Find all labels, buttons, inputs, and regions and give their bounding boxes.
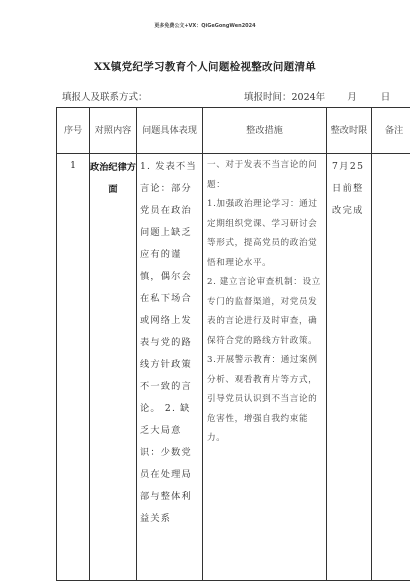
row-problem: 1. 发表不当言论：部分党员在政治问题上缺乏应有的谨慎，偶尔会在私下场合或网络上发表与党的路线方针政策不一致的言论。 2. 缺乏大局意识：少数党员在处理局部与整体利益关系 bbox=[137, 154, 203, 581]
table-header-row bbox=[57, 108, 410, 154]
header-note: 更多免费公文+VX：QiGeGongWen2024 bbox=[0, 22, 410, 29]
report-date bbox=[244, 89, 390, 103]
row-category: 政治纪律方面 bbox=[90, 154, 137, 581]
date-label: 填报时间：2024年 bbox=[244, 92, 325, 103]
row-note bbox=[372, 154, 410, 581]
measures-intro: 一、对于发表不当言论的问题： bbox=[207, 156, 322, 195]
problem-list-table bbox=[56, 107, 410, 581]
month-label: 月 bbox=[347, 92, 357, 103]
row-seq: 1 bbox=[57, 154, 90, 581]
row-deadline: 7月25日前整改完成 bbox=[327, 154, 372, 581]
header-note: 备注 bbox=[372, 108, 410, 154]
measures-item-3: 3.开展警示教育：通过案例分析、观看教育片等方式，引导党员认识到不当言论的危害性，增强自我约束能力。 bbox=[207, 351, 322, 449]
reporter-label: 填报人及联系方式： bbox=[62, 89, 148, 103]
header-problem: 问题具体表现 bbox=[137, 108, 203, 154]
header-measures: 整改措施 bbox=[203, 108, 327, 154]
header-seq: 序号 bbox=[57, 108, 90, 154]
measures-item-2: 2. 建立言论审查机制：设立专门的监督渠道，对党员发表的言论进行及时审查，确保符合党的路线方针政策。 bbox=[207, 273, 322, 351]
header-category: 对照内容 bbox=[90, 108, 137, 154]
header-deadline: 整改时限 bbox=[327, 108, 372, 154]
measures-item-1: 1.加强政治理论学习：通过定期组织党课、学习研讨会等形式，提高党员的政治觉悟和理论水平。 bbox=[207, 195, 322, 273]
document-title: XX镇党纪学习教育个人问题检视整改问题清单 bbox=[0, 59, 410, 74]
table-row bbox=[57, 154, 410, 581]
row-measures bbox=[203, 154, 327, 581]
day-label: 日 bbox=[381, 92, 391, 103]
meta-row bbox=[62, 89, 396, 103]
